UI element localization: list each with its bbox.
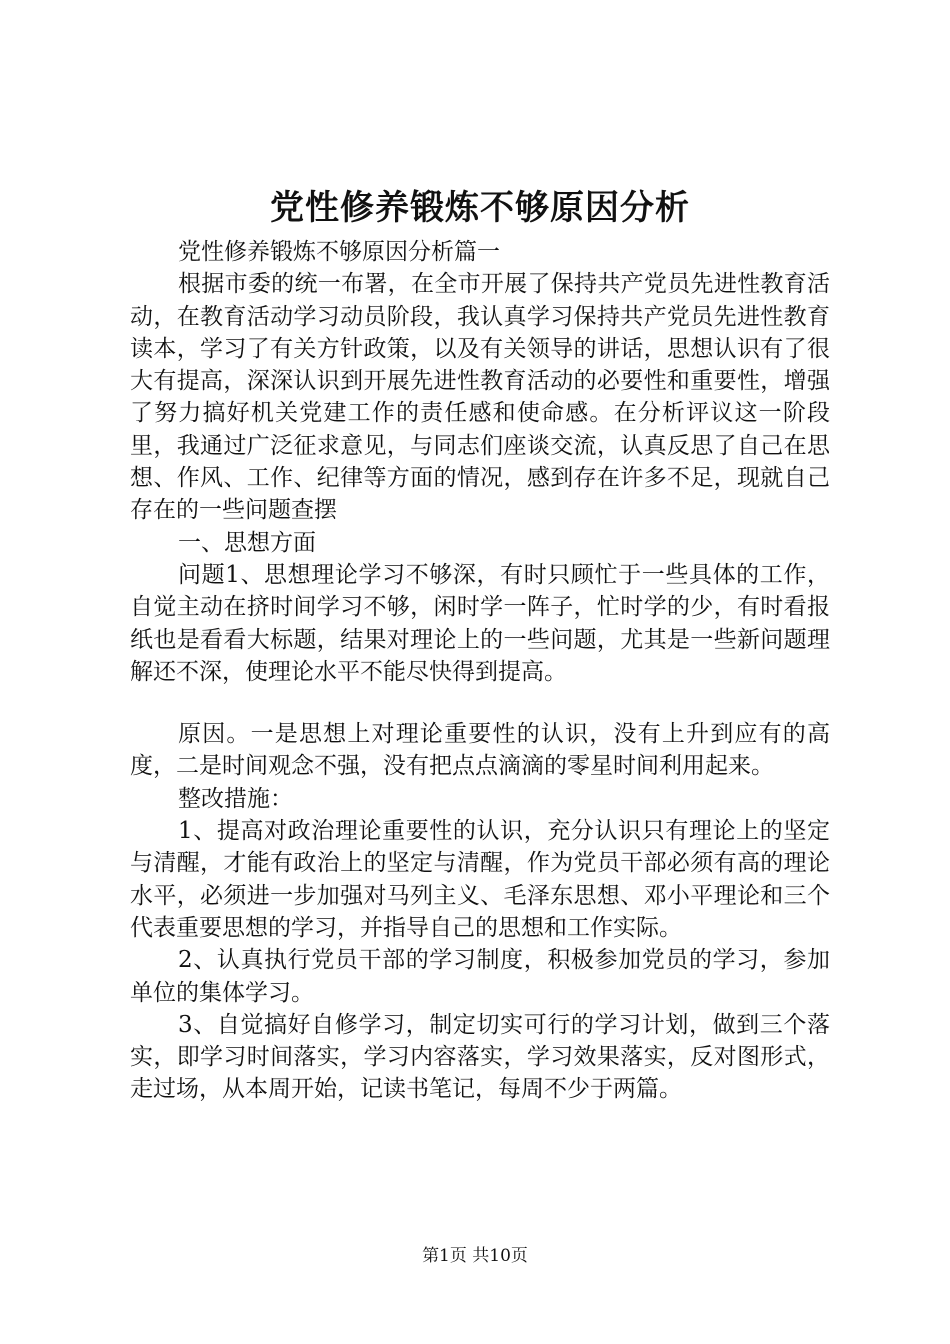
document-page (130, 180, 830, 1106)
intro-paragraph: 根据市委的统一布署，在全市开展了保持共产党员先进性教育活动，在教育活动学习动员阶段，我认真学习保持共产党员先进性教育读本，学习了有关方针政策，以及有关领导的讲话，思想认识有了很大有提高，深深认识到开展先进性教育活动的必要性和重要性，增强了努力搞好机关党建工作的责任感和使命感。在分析评议这一阶段里，我通过广泛征求意见，与同志们座谈交流，认真反思了自己在思想、作风、工作、纪律等方面的情况，感到存在许多不足，现就自己存在的一些问题查摆 (130, 271, 830, 524)
problem-paragraph: 问题1、思想理论学习不够深，有时只顾忙于一些具体的工作，自觉主动在挤时间学习不够，闲时学一阵子，忙时学的少，有时看报纸也是看看大标题，结果对理论上的一些问题，尤其是一些新问题理解还不深，使理论水平不能尽快得到提高。 (130, 561, 830, 685)
paragraph-gap (130, 688, 830, 718)
measure-item-3: 3、自觉搞好自修学习，制定切实可行的学习计划，做到三个落实，即学习时间落实，学习内容落实，学习效果落实，反对图形式，走过场，从本周开始，记读书笔记，每周不少于两篇。 (130, 1011, 830, 1103)
cause-paragraph: 原因。一是思想上对理论重要性的认识，没有上升到应有的高度，二是时间观念不强，没有把点点滴滴的零星时间利用起来。 (130, 721, 830, 780)
measure-item-2: 2、认真执行党员干部的学习制度，积极参加党员的学习，参加单位的集体学习。 (130, 947, 830, 1006)
measures-heading: 整改措施： (178, 785, 293, 812)
page-footer: 第1页 共10页 (422, 1246, 528, 1266)
section-heading: 一、思想方面 (178, 529, 316, 556)
document-title: 党性修养锻炼不够原因分析 (270, 188, 690, 228)
measure-item-1: 1、提高对政治理论重要性的认识，充分认识只有理论上的坚定与清醒，才能有政治上的坚定与清醒，作为党员干部必须有高的理论水平，必须进一步加强对马列主义、毛泽东思想、邓小平理论和三个代表重要思想的学习，并指导自己的思想和工作实际。 (130, 818, 830, 941)
section-subtitle: 党性修养锻炼不够原因分析篇一 (178, 239, 500, 265)
